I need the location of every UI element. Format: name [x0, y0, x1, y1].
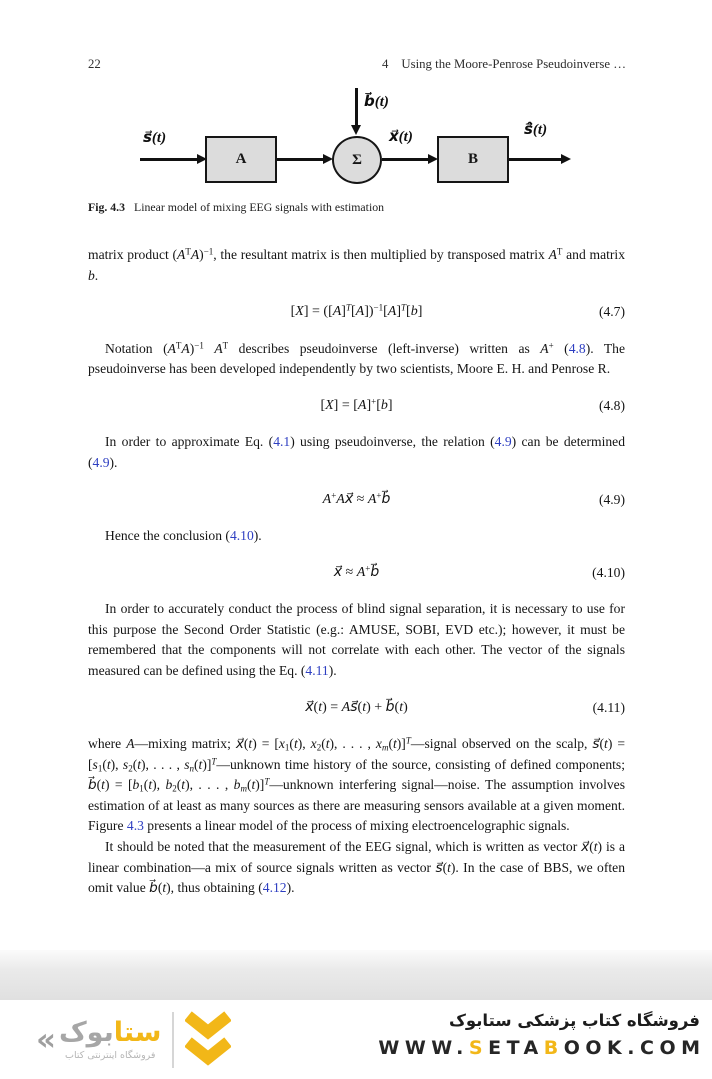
page-bottom-shadow — [0, 950, 712, 1000]
cross-reference-link[interactable]: 4.10 — [229, 528, 254, 544]
equation-row — [88, 490, 625, 511]
equation-row — [88, 396, 625, 417]
setabook-chevron-logo-icon — [185, 1009, 231, 1071]
equation-row — [88, 302, 625, 323]
equation-number: (4.11) — [592, 699, 625, 715]
footer-text-block — [378, 1011, 706, 1059]
output-arrow-shaft — [509, 158, 561, 161]
noise-arrow-head — [351, 125, 361, 135]
equation-number: (4.7) — [598, 304, 625, 320]
body-paragraph: It should be noted that the measurement of the EEG signal, which is written as vector x⃗(t) is a linear combination—a mix of source signals written as vector s⃗(t). In the case of BBS, we often omit value b⃗(t), thus obtaining (4.12). — [88, 839, 625, 896]
site-url: WWW.SETABOOK.COM — [378, 1037, 706, 1059]
equation-body: x⃗ ≈ A+b⃗ — [333, 563, 380, 580]
setabook-footer — [0, 1000, 712, 1079]
logo-wordmark-gray: بوک — [59, 1016, 114, 1048]
noise-signal-label: b⃗(t) — [364, 94, 389, 110]
logo-wordmark-yellow: ستا — [113, 1016, 162, 1048]
chapter-title: Using the Moore-Penrose Pseudoinverse … — [401, 57, 626, 71]
logo-wordmark — [59, 1016, 162, 1048]
separation-matrix-block: B — [437, 136, 509, 183]
setabook-logo — [36, 1007, 231, 1073]
equation-number: (4.8) — [598, 397, 625, 413]
chapter-number: 4 — [381, 57, 389, 71]
observed-signal-label: x⃗(t) — [389, 129, 413, 145]
figure-caption-label: Fig. 4.3 — [88, 200, 126, 214]
cross-reference-link[interactable]: 4.9 — [494, 434, 512, 450]
cross-reference-link[interactable]: 4.3 — [126, 818, 144, 834]
logo-guillemet-glyph: « — [36, 1021, 57, 1058]
body-paragraph: Notation $(A^TA)^{-1}$ $A^T$ describes pseudoinverse (left-inverse) written as A+ (4.8). The pseudoinverse has been developed independently by two scientists, Moore E. H. and Penrose R. — [88, 340, 625, 377]
cross-reference-link[interactable]: 4.12 — [262, 880, 287, 896]
equation-number: (4.10) — [592, 564, 625, 580]
body-paragraph: In order to accurately conduct the process of blind signal separation, it is necessary to use for this purpose the Second Order Statistic (e.g.: AMUSE, SOBI, EVD etc.); however, it must be remembered that the components will not correlate with each other. The vector of the signals measured can be defined using the Eq. (4.11). — [88, 601, 625, 678]
store-name-farsi: فروشگاه کتاب پزشکی ستابوک — [449, 1011, 700, 1030]
body-paragraph: Hence the conclusion (4.10). — [105, 528, 262, 544]
body-paragraph: In order to approximate Eq. (4.1) using pseudoinverse, the relation (4.9) can be determined (4.9). — [88, 434, 626, 470]
source-signal-label: s⃗(t) — [143, 130, 167, 146]
noise-arrow-shaft — [355, 88, 358, 125]
logo-tagline: فروشگاه اینترنتی کتاب — [65, 1050, 156, 1062]
cross-reference-link[interactable]: 4.8 — [568, 340, 586, 356]
equation-body: [X] = [A]+[b] — [320, 396, 393, 413]
equation-row — [88, 698, 625, 719]
page-body — [88, 245, 625, 899]
figure-caption — [88, 200, 626, 215]
output-arrow-head — [561, 154, 571, 164]
figure-4-3-diagram — [0, 0, 712, 230]
estimated-signal-label: ŝ⃗(t) — [524, 122, 548, 138]
mixing-matrix-block: A — [205, 136, 277, 183]
a-to-sum-arrow-shaft — [277, 158, 323, 161]
body-paragraph: where A—mixing matrix; x⃗(t) = [x1(t), x2(t), . . . , xm(t)]$^T$—signal observed on the scalp, s⃗(t) = [s1(t), s2(t), . . . , sn(t)]$^T$—unknown time history of the source, consisting of defined components; b⃗(t) = [b1(t), b2(t), . . . , bm(t)]$^T$—unknown interfering signal—noise. The assumption involves estimation of at least as many sources as there are measuring sensors available at a given moment. Figure 4.3 presents a linear model of the process of mixing electroencelographic signals. — [88, 735, 625, 834]
equation-number: (4.9) — [598, 491, 625, 507]
input-arrow-shaft — [140, 158, 197, 161]
equation-row — [88, 563, 625, 584]
figure-caption-text: Linear model of mixing EEG signals with estimation — [134, 200, 385, 214]
cross-reference-link[interactable]: 4.9 — [92, 454, 110, 470]
page-number: 22 — [88, 57, 101, 71]
cross-reference-link[interactable]: 4.11 — [305, 662, 329, 678]
sum-to-b-arrow-shaft — [382, 158, 428, 161]
body-paragraph: matrix product $(A^TA)^{-1}$, the resultant matrix is then multiplied by transposed matrix $A^T$ and matrix b. — [88, 246, 625, 283]
equation-body: $[X] = ([A]^T[A])^{-1}[A]^T[b]$ — [290, 302, 423, 320]
summation-node: Σ — [332, 136, 382, 184]
equation-body: A+Ax⃗ ≈ A+b⃗ — [322, 490, 391, 507]
logo-divider — [172, 1012, 174, 1068]
equation-body: x⃗(t) = As⃗(t) + b⃗(t) — [305, 699, 408, 715]
cross-reference-link[interactable]: 4.1 — [273, 434, 291, 450]
